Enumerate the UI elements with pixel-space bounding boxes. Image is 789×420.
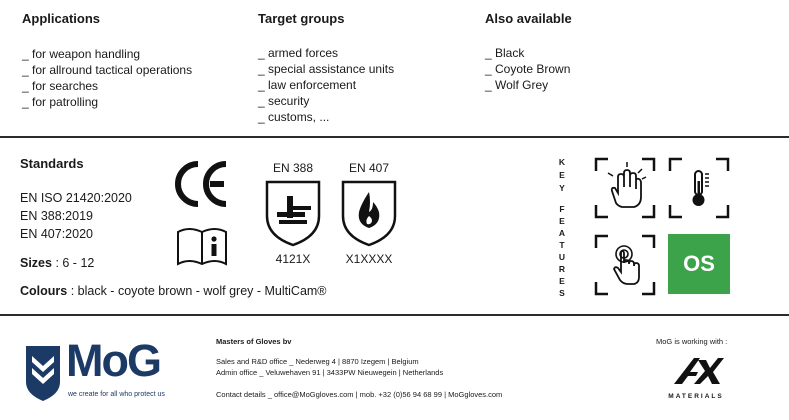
company-name: Masters of Gloves bv (216, 337, 292, 346)
list-item: _ customs, ... (258, 110, 330, 124)
also-available-title: Also available (485, 11, 572, 26)
also-available-list (485, 45, 570, 93)
list-item: _ special assistance units (258, 62, 395, 76)
list-item: _ for patrolling (22, 95, 99, 109)
sizes-label: Sizes (20, 256, 52, 270)
key-letter: E (559, 276, 565, 286)
key-letter: T (559, 240, 565, 250)
en388-shield-icon (263, 178, 323, 248)
list-item: _ armed forces (258, 46, 339, 60)
ce-mark-icon (172, 158, 232, 210)
target-groups-title: Target groups (258, 11, 345, 26)
admin-office: Admin office _ Veluwehaven 91 | 3433PW Nieuwegein | Netherlands (216, 368, 444, 377)
partner-label: MoG is working with : (656, 337, 728, 346)
list-item: _ security (258, 94, 310, 108)
colours-line (20, 282, 327, 300)
touchscreen-hand-icon (594, 157, 656, 219)
partner-sub: MATERIALS (668, 393, 724, 400)
bottom-divider (0, 314, 789, 316)
sizes-line (20, 254, 94, 272)
standards-list (20, 189, 132, 243)
target-groups-list (258, 45, 394, 125)
list-item: _ law enforcement (258, 78, 357, 92)
list-item: _ for allround tactical operations (22, 63, 193, 77)
applications-title: Applications (22, 11, 101, 26)
mog-shield-logo-icon (24, 344, 62, 402)
key-letter: A (558, 228, 566, 238)
touch-finger-icon (594, 234, 656, 296)
standard-item: EN 407:2020 (20, 227, 93, 241)
instructions-book-icon (175, 224, 229, 268)
key-letter: K (558, 157, 566, 167)
list-item: _ Wolf Grey (485, 78, 549, 92)
colours-value: : black - coyote brown - wolf grey - MultiCam® (67, 284, 327, 298)
key-letter: F (559, 204, 565, 214)
contact-details: Contact details _ office@MoGgloves.com | mob. +32 (0)56 94 68 99 | MoGgloves.com (216, 390, 503, 399)
mog-logo-text: MoG (66, 335, 160, 386)
standard-item: EN 388:2019 (20, 209, 93, 223)
standard-item: EN ISO 21420:2020 (20, 191, 132, 205)
applications-list (22, 46, 192, 110)
list-item: _ for searches (22, 79, 99, 93)
key-letter: E (559, 216, 565, 226)
key-letter: S (559, 288, 565, 298)
en388-title: EN 388 (272, 161, 314, 175)
list-item: _ for weapon handling (22, 47, 141, 61)
key-letter: E (559, 170, 565, 180)
key-letter: R (558, 264, 566, 274)
en407-title: EN 407 (348, 161, 390, 175)
list-item: _ Coyote Brown (485, 62, 571, 76)
en407-code: X1XXXX (345, 252, 393, 266)
key-letter: U (558, 252, 566, 262)
colours-label: Colours (20, 284, 68, 298)
top-divider (0, 136, 789, 138)
mog-tagline: we create for all who protect us (68, 391, 165, 398)
partner-4x-logo-icon (668, 354, 724, 386)
standards-title: Standards (20, 156, 84, 171)
sizes-value: : 6 - 12 (51, 256, 95, 270)
sales-office: Sales and R&D office _ Nederweg 4 | 8870 Izegem | Belgium (216, 357, 419, 366)
en407-flame-shield-icon (339, 178, 399, 248)
en388-code: 4121X (275, 252, 311, 266)
thermometer-icon (668, 157, 730, 219)
key-letter: Y (559, 183, 565, 193)
os-badge: OS (668, 234, 730, 294)
list-item: _ Black (485, 46, 525, 60)
